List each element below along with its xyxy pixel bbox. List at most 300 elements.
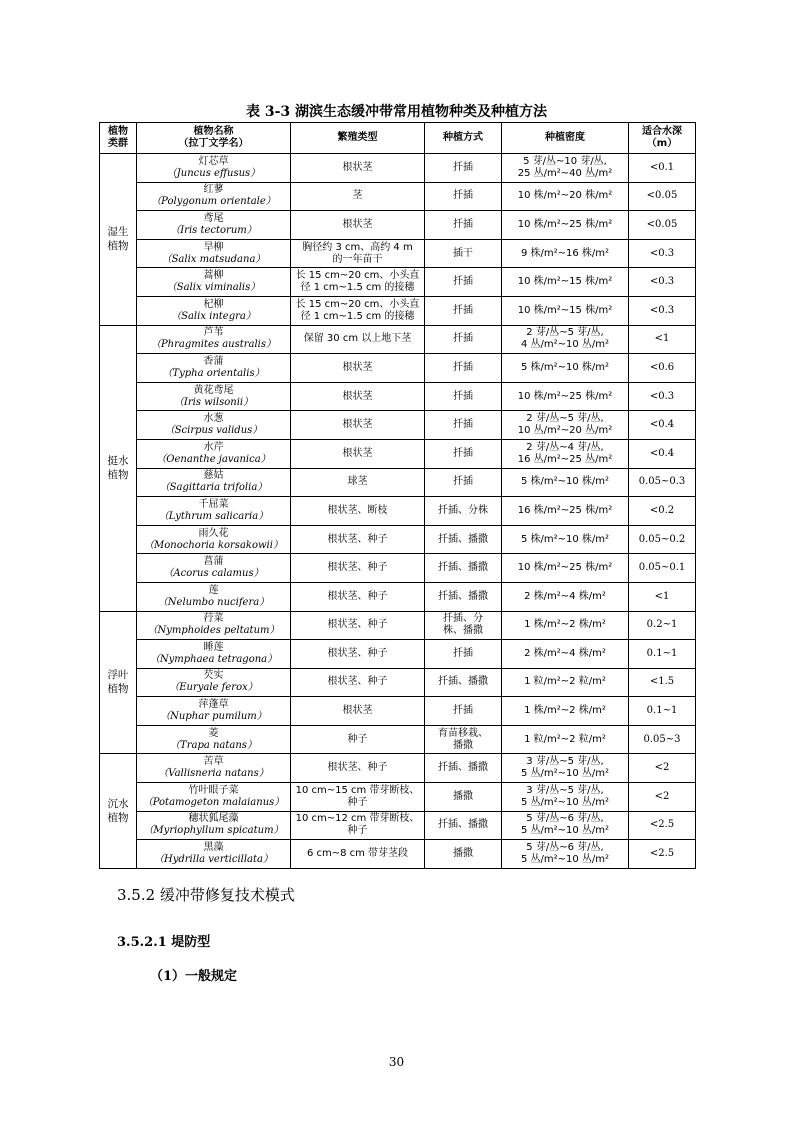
- planting-density-cell-line: 10 株/m²~20 株/m²: [517, 190, 613, 202]
- planting-method-cell: [425, 697, 502, 726]
- propagation-cell-line: 根状茎、断枝: [327, 504, 388, 516]
- propagation-cell-line: 根状茎: [342, 447, 373, 459]
- planting-density-cell-line: 5 芽/丛~6 芽/丛,: [526, 813, 604, 825]
- plant-latin-name: （Nuphar pumilum）: [160, 711, 267, 723]
- propagation-cell-line: 种子: [347, 796, 368, 808]
- planting-method-cell-line: 播撒: [453, 848, 473, 860]
- group-label-cell: [100, 325, 137, 611]
- plant-chinese-name: 旱柳: [203, 241, 224, 253]
- planting-density-cell-line: 2 株/m²~4 株/m²: [524, 647, 606, 659]
- planting-method-cell: [425, 296, 502, 325]
- propagation-cell-line: 10 cm~12 cm 带芽断枝、: [295, 813, 420, 825]
- planting-method-cell-line: 扦插: [453, 390, 473, 402]
- plant-name-cell: [137, 525, 291, 554]
- plant-name-cell: [137, 354, 291, 383]
- propagation-cell-line: 根状茎: [342, 419, 373, 431]
- plant-latin-name: （Nymphoides peltatum）: [147, 625, 280, 637]
- propagation-cell-line: 根状茎、种子: [327, 762, 388, 774]
- propagation-cell-line: 根状茎、种子: [327, 562, 388, 574]
- table-row: [100, 354, 696, 383]
- water-depth-cell: <2.5: [629, 811, 696, 840]
- propagation-cell-line: 长 15 cm~20 cm、小头直: [295, 270, 420, 282]
- planting-density-cell: [502, 840, 629, 869]
- planting-method-cell-line: 扦插: [453, 190, 473, 202]
- planting-density-cell-line: 1 株/m²~2 株/m²: [524, 705, 606, 717]
- group-label-line: 植物: [107, 683, 129, 696]
- planting-density-cell-line: 1 粒/m²~2 粒/m²: [524, 676, 606, 688]
- propagation-cell: [291, 725, 425, 754]
- plant-name-cell: [137, 325, 291, 354]
- water-depth-cell: 0.05~3: [629, 725, 696, 754]
- planting-density-cell-line: 5 丛/m²~10 丛/m²: [520, 825, 610, 837]
- planting-method-cell-line: 扦插、播撒: [438, 562, 488, 574]
- water-depth-cell: 0.2~1: [629, 611, 696, 640]
- plant-latin-name: （Polygonum orientale）: [151, 196, 276, 208]
- table-row: [100, 154, 696, 183]
- propagation-cell-line: 种子: [347, 825, 368, 837]
- planting-method-cell-line: 扦插: [453, 476, 473, 488]
- planting-density-cell: [502, 382, 629, 411]
- group-label-line: 植物: [107, 469, 129, 482]
- plant-chinese-name: 红蓼: [203, 184, 224, 196]
- propagation-cell-line: 根状茎、种子: [327, 533, 388, 545]
- propagation-cell-line: 根状茎、种子: [327, 590, 388, 602]
- planting-density-cell: [502, 582, 629, 611]
- plant-latin-name: （Myriophyllum spicatum）: [143, 825, 284, 837]
- water-depth-cell: <0.3: [629, 268, 696, 297]
- planting-method-cell-line: 扦插、播撒: [438, 762, 488, 774]
- plant-chinese-name: 穗状狐尾藻: [188, 813, 239, 825]
- propagation-cell: [291, 811, 425, 840]
- propagation-cell: [291, 325, 425, 354]
- propagation-cell: [291, 640, 425, 669]
- plant-chinese-name: 杞柳: [203, 298, 224, 310]
- group-label-line: 植物: [107, 240, 129, 253]
- plant-name-cell: [137, 725, 291, 754]
- plant-chinese-name: 千屈菜: [198, 498, 229, 510]
- table-row: [100, 468, 696, 497]
- header-planting: 种植方式: [425, 123, 502, 154]
- plant-chinese-name: 慈姑: [203, 470, 224, 482]
- plant-chinese-name: 菱: [208, 727, 219, 739]
- header-name: 植物名称 （拉丁文学名）: [137, 123, 291, 154]
- planting-method-cell-line: 扦插: [453, 361, 473, 373]
- table-row: [100, 811, 696, 840]
- table-row: [100, 439, 696, 468]
- water-depth-cell: <0.1: [629, 154, 696, 183]
- propagation-cell: [291, 354, 425, 383]
- group-label-line: 挺水: [107, 455, 129, 468]
- planting-method-cell: [425, 497, 502, 526]
- plant-latin-name: （Typha orientalis）: [162, 367, 265, 379]
- planting-density-cell: [502, 325, 629, 354]
- plant-name-cell: [137, 382, 291, 411]
- water-depth-cell: <2: [629, 754, 696, 783]
- planting-method-cell: [425, 554, 502, 583]
- propagation-cell-line: 根状茎: [342, 218, 373, 230]
- plant-chinese-name: 菖蒲: [203, 556, 224, 568]
- plant-latin-name: （Juncus effusus）: [166, 167, 261, 179]
- propagation-cell: [291, 668, 425, 697]
- table-row: [100, 296, 696, 325]
- water-depth-cell: 0.05~0.3: [629, 468, 696, 497]
- propagation-cell: [291, 582, 425, 611]
- planting-method-cell: [425, 268, 502, 297]
- header-density: 种植密度: [502, 123, 629, 154]
- plant-chinese-name: 芦苇: [203, 327, 224, 339]
- planting-density-cell-line: 2 芽/丛~5 芽/丛,: [526, 413, 604, 425]
- plant-latin-name: （Phragmites australis）: [150, 339, 277, 351]
- plant-chinese-name: 香蒲: [203, 355, 224, 367]
- planting-method-cell-line: 扦插、分: [443, 613, 483, 625]
- planting-density-cell-line: 3 芽/丛~5 芽/丛,: [526, 756, 604, 768]
- water-depth-cell: <2: [629, 783, 696, 812]
- planting-method-cell-line: 扦插: [453, 705, 473, 717]
- plant-name-cell: [137, 439, 291, 468]
- planting-density-cell-line: 5 株/m²~10 株/m²: [520, 533, 610, 545]
- planting-method-cell: [425, 325, 502, 354]
- water-depth-cell: <1: [629, 582, 696, 611]
- planting-density-cell-line: 5 株/m²~10 株/m²: [520, 361, 610, 373]
- plant-latin-name: （Scirpus validus）: [164, 425, 263, 437]
- planting-method-cell: [425, 382, 502, 411]
- planting-method-cell: [425, 725, 502, 754]
- group-label-line: 湿生: [107, 226, 129, 239]
- planting-density-cell-line: 2 芽/丛~4 芽/丛,: [526, 441, 604, 453]
- planting-method-cell-line: 扦插: [453, 218, 473, 230]
- planting-density-cell: [502, 268, 629, 297]
- plant-chinese-name: 莲: [208, 584, 219, 596]
- water-depth-cell: <0.4: [629, 411, 696, 440]
- header-method: 繁殖类型: [291, 123, 425, 154]
- plant-latin-name: （Salix matsudana）: [161, 253, 266, 265]
- plant-name-cell: [137, 668, 291, 697]
- propagation-cell: [291, 525, 425, 554]
- planting-density-cell: [502, 725, 629, 754]
- water-depth-cell: <0.3: [629, 239, 696, 268]
- planting-method-cell-line: 育苗移栽、: [438, 727, 488, 739]
- propagation-cell: [291, 840, 425, 869]
- planting-method-cell-line: 扦插、分株: [438, 504, 488, 516]
- propagation-cell-line: 长 15 cm~20 cm、小头直: [295, 298, 420, 310]
- plant-name-cell: [137, 239, 291, 268]
- planting-density-cell-line: 9 株/m²~16 株/m²: [520, 247, 610, 259]
- planting-density-cell: [502, 182, 629, 211]
- table-row: [100, 211, 696, 240]
- plant-name-cell: [137, 554, 291, 583]
- planting-method-cell: [425, 640, 502, 669]
- water-depth-cell: 0.1~1: [629, 640, 696, 669]
- propagation-cell-line: 10 cm~15 cm 带芽断枝、: [295, 784, 420, 796]
- propagation-cell: [291, 611, 425, 640]
- planting-method-cell-line: 扦插: [453, 161, 473, 173]
- water-depth-cell: 0.05~0.1: [629, 554, 696, 583]
- planting-density-cell-line: 16 株/m²~25 株/m²: [517, 504, 613, 516]
- propagation-cell: [291, 382, 425, 411]
- plant-chinese-name: 芡实: [203, 670, 224, 682]
- planting-density-cell: [502, 354, 629, 383]
- table-row: [100, 268, 696, 297]
- propagation-cell: [291, 268, 425, 297]
- table-row: [100, 697, 696, 726]
- planting-method-cell: [425, 239, 502, 268]
- water-depth-cell: <0.05: [629, 182, 696, 211]
- propagation-cell: [291, 211, 425, 240]
- plant-name-cell: [137, 811, 291, 840]
- planting-density-cell-line: 10 株/m²~15 株/m²: [517, 276, 613, 288]
- propagation-cell-line: 根状茎: [342, 705, 373, 717]
- table-row: [100, 411, 696, 440]
- plant-latin-name: （Nymphaea tetragona）: [149, 653, 278, 665]
- plant-name-cell: [137, 268, 291, 297]
- water-depth-cell: <1.5: [629, 668, 696, 697]
- propagation-cell: [291, 439, 425, 468]
- group-label-cell: [100, 754, 137, 868]
- table-row: [100, 725, 696, 754]
- plant-chinese-name: 黄花鸢尾: [193, 384, 234, 396]
- planting-density-cell: [502, 668, 629, 697]
- planting-density-cell: [502, 296, 629, 325]
- plant-chinese-name: 苦草: [203, 756, 224, 768]
- planting-density-cell: [502, 468, 629, 497]
- plant-latin-name: （Acorus calamus）: [163, 568, 264, 580]
- table-row: [100, 554, 696, 583]
- plant-name-cell: [137, 182, 291, 211]
- propagation-cell-line: 根状茎、种子: [327, 647, 388, 659]
- plant-name-cell: [137, 211, 291, 240]
- table-row: [100, 582, 696, 611]
- plant-latin-name: （Potamogeton malaianus）: [142, 796, 285, 808]
- planting-density-cell: [502, 640, 629, 669]
- group-label-line: 浮叶: [107, 669, 129, 682]
- planting-method-cell: [425, 811, 502, 840]
- table-row: [100, 840, 696, 869]
- planting-density-cell-line: 1 株/m²~2 株/m²: [524, 619, 606, 631]
- planting-density-cell-line: 1 粒/m²~2 粒/m²: [524, 733, 606, 745]
- subsection-heading: 3.5.2.1 堤防型: [117, 935, 211, 950]
- planting-density-cell: [502, 554, 629, 583]
- table-row: [100, 640, 696, 669]
- planting-density-cell: [502, 525, 629, 554]
- group-label-cell: [100, 154, 137, 326]
- plant-name-cell: [137, 468, 291, 497]
- propagation-cell: [291, 468, 425, 497]
- propagation-cell-line: 径 1 cm~1.5 cm 的接穗: [300, 282, 415, 294]
- planting-density-cell: [502, 497, 629, 526]
- plant-name-cell: [137, 840, 291, 869]
- plant-chinese-name: 水葱: [203, 413, 224, 425]
- planting-density-cell-line: 10 株/m²~15 株/m²: [517, 304, 613, 316]
- planting-method-cell: [425, 439, 502, 468]
- planting-density-cell-line: 10 株/m²~25 株/m²: [517, 218, 613, 230]
- planting-method-cell-line: 播撒: [453, 739, 473, 751]
- planting-density-cell-line: 5 丛/m²~10 丛/m²: [520, 768, 610, 780]
- propagation-cell: [291, 411, 425, 440]
- plant-chinese-name: 水芹: [203, 441, 224, 453]
- planting-density-cell-line: 10 丛/m²~20 丛/m²: [517, 425, 613, 437]
- plant-chinese-name: 睡莲: [203, 641, 224, 653]
- planting-density-cell: [502, 783, 629, 812]
- planting-method-cell-line: 扦插: [453, 647, 473, 659]
- table-row: [100, 182, 696, 211]
- plant-name-cell: [137, 611, 291, 640]
- propagation-cell-line: 的一年苗干: [332, 253, 383, 265]
- planting-method-cell-line: 扦插: [453, 304, 473, 316]
- plant-chinese-name: 雨久花: [198, 527, 229, 539]
- propagation-cell-line: 球茎: [347, 476, 368, 488]
- plant-latin-name: （Lythrum salicaria）: [158, 510, 269, 522]
- propagation-cell-line: 径 1 cm~1.5 cm 的接穗: [300, 310, 415, 322]
- planting-density-cell-line: 5 芽/丛~10 芽/丛,: [523, 155, 607, 167]
- plant-latin-name: （Monochoria korsakowii）: [144, 539, 283, 551]
- header-group: 植物 类群: [100, 123, 137, 154]
- section-heading: 3.5.2 缓冲带修复技术模式: [117, 886, 295, 904]
- planting-density-cell: [502, 411, 629, 440]
- planting-method-cell-line: 扦插: [453, 333, 473, 345]
- planting-density-cell: [502, 439, 629, 468]
- propagation-cell-line: 根状茎: [342, 390, 373, 402]
- planting-method-cell: [425, 154, 502, 183]
- propagation-cell-line: 茎: [352, 190, 363, 202]
- planting-method-cell: [425, 211, 502, 240]
- table-row: [100, 497, 696, 526]
- planting-method-cell: [425, 182, 502, 211]
- plant-chinese-name: 萍蓬草: [198, 699, 229, 711]
- water-depth-cell: 0.05~0.2: [629, 525, 696, 554]
- planting-method-cell: [425, 354, 502, 383]
- planting-method-cell-line: 株、播撒: [443, 625, 483, 637]
- planting-method-cell-line: 扦插: [453, 447, 473, 459]
- subsubsection-heading: （1）一般规定: [150, 969, 238, 984]
- planting-density-cell-line: 5 丛/m²~10 丛/m²: [520, 796, 610, 808]
- plant-name-cell: [137, 697, 291, 726]
- planting-method-cell: [425, 468, 502, 497]
- table-row: [100, 754, 696, 783]
- water-depth-cell: <0.6: [629, 354, 696, 383]
- water-depth-cell: <0.3: [629, 382, 696, 411]
- water-depth-cell: <1: [629, 325, 696, 354]
- propagation-cell-line: 根状茎: [342, 161, 373, 173]
- planting-density-cell: [502, 154, 629, 183]
- plant-chinese-name: 竹叶眼子菜: [188, 784, 239, 796]
- plant-name-cell: [137, 640, 291, 669]
- page-number: 30: [388, 1055, 405, 1069]
- plant-latin-name: （Iris wilsonii）: [173, 396, 254, 408]
- group-label-line: 植物: [107, 812, 129, 825]
- planting-method-cell-line: 扦插、播撒: [438, 819, 488, 831]
- planting-method-cell: [425, 668, 502, 697]
- planting-method-cell-line: 扦插、播撒: [438, 676, 488, 688]
- table-header-row: [100, 123, 696, 154]
- planting-method-cell: [425, 840, 502, 869]
- planting-method-cell: [425, 582, 502, 611]
- header-depth: 适合水深 （m）: [629, 123, 696, 154]
- planting-density-cell: [502, 239, 629, 268]
- propagation-cell-line: 保留 30 cm 以上地下茎: [303, 333, 412, 345]
- planting-method-cell-line: 扦插: [453, 276, 473, 288]
- planting-density-cell: [502, 754, 629, 783]
- table-row: [100, 783, 696, 812]
- planting-method-cell-line: 插干: [453, 247, 473, 259]
- plant-latin-name: （Salix viminalis）: [166, 282, 261, 294]
- planting-density-cell-line: 2 株/m²~4 株/m²: [524, 590, 606, 602]
- planting-density-cell-line: 2 芽/丛~5 芽/丛,: [526, 327, 604, 339]
- plant-latin-name: （Trapa natans）: [170, 739, 257, 751]
- propagation-cell: [291, 697, 425, 726]
- planting-method-cell-line: 扦插: [453, 419, 473, 431]
- planting-method-cell: [425, 611, 502, 640]
- table-row: [100, 525, 696, 554]
- propagation-cell: [291, 783, 425, 812]
- propagation-cell: [291, 154, 425, 183]
- plant-chinese-name: 黑藻: [203, 842, 224, 854]
- water-depth-cell: <2.5: [629, 840, 696, 869]
- plant-name-cell: [137, 754, 291, 783]
- propagation-cell-line: 根状茎、种子: [327, 676, 388, 688]
- plant-chinese-name: 荇菜: [203, 613, 224, 625]
- plant-latin-name: （Vallisneria natans）: [158, 768, 269, 780]
- table-row: [100, 668, 696, 697]
- plant-chinese-name: 灯芯草: [198, 155, 229, 167]
- planting-density-cell: [502, 611, 629, 640]
- propagation-cell-line: 根状茎、种子: [327, 619, 388, 631]
- planting-density-cell: [502, 811, 629, 840]
- water-depth-cell: 0.1~1: [629, 697, 696, 726]
- planting-density-cell-line: 25 丛/m²~40 丛/m²: [517, 167, 613, 179]
- plant-name-cell: [137, 783, 291, 812]
- propagation-cell: [291, 239, 425, 268]
- table-row: [100, 382, 696, 411]
- planting-density-cell-line: 10 株/m²~25 株/m²: [517, 390, 613, 402]
- planting-density-cell-line: 5 丛/m²~10 丛/m²: [520, 854, 610, 866]
- group-label-cell: [100, 611, 137, 754]
- planting-method-cell: [425, 783, 502, 812]
- water-depth-cell: <0.2: [629, 497, 696, 526]
- plant-latin-name: （Hydrilla verticillata）: [154, 854, 273, 866]
- propagation-cell: [291, 554, 425, 583]
- planting-method-cell: [425, 411, 502, 440]
- group-label-line: 沉水: [107, 798, 129, 811]
- plant-name-cell: [137, 497, 291, 526]
- plant-chinese-name: 蒿柳: [203, 270, 224, 282]
- table-row: [100, 325, 696, 354]
- propagation-cell-line: 胸径约 3 cm、高约 4 m: [302, 241, 413, 253]
- propagation-cell: [291, 754, 425, 783]
- planting-density-cell-line: 10 株/m²~25 株/m²: [517, 562, 613, 574]
- propagation-cell-line: 6 cm~8 cm 带芽茎段: [306, 848, 409, 860]
- planting-density-cell: [502, 697, 629, 726]
- propagation-cell: [291, 296, 425, 325]
- water-depth-cell: <0.4: [629, 439, 696, 468]
- water-depth-cell: <0.05: [629, 211, 696, 240]
- propagation-cell-line: 根状茎: [342, 361, 373, 373]
- planting-method-cell: [425, 754, 502, 783]
- propagation-cell: [291, 182, 425, 211]
- planting-method-cell: [425, 525, 502, 554]
- plant-latin-name: （Iris tectorum）: [170, 224, 257, 236]
- plant-name-cell: [137, 296, 291, 325]
- plant-species-table: [99, 122, 696, 869]
- planting-method-cell-line: 扦插、播撒: [438, 590, 488, 602]
- plant-latin-name: （Nelumbo nucifera）: [157, 596, 270, 608]
- planting-density-cell-line: 16 丛/m²~25 丛/m²: [517, 453, 613, 465]
- planting-density-cell: [502, 211, 629, 240]
- planting-density-cell-line: 5 芽/丛~6 芽/丛,: [526, 842, 604, 854]
- planting-density-cell-line: 4 丛/m²~10 丛/m²: [520, 339, 610, 351]
- table-row: [100, 611, 696, 640]
- table-caption: 表 3-3 湖滨生态缓冲带常用植物种类及种植方法: [245, 104, 548, 120]
- planting-method-cell-line: 扦插、播撒: [438, 533, 488, 545]
